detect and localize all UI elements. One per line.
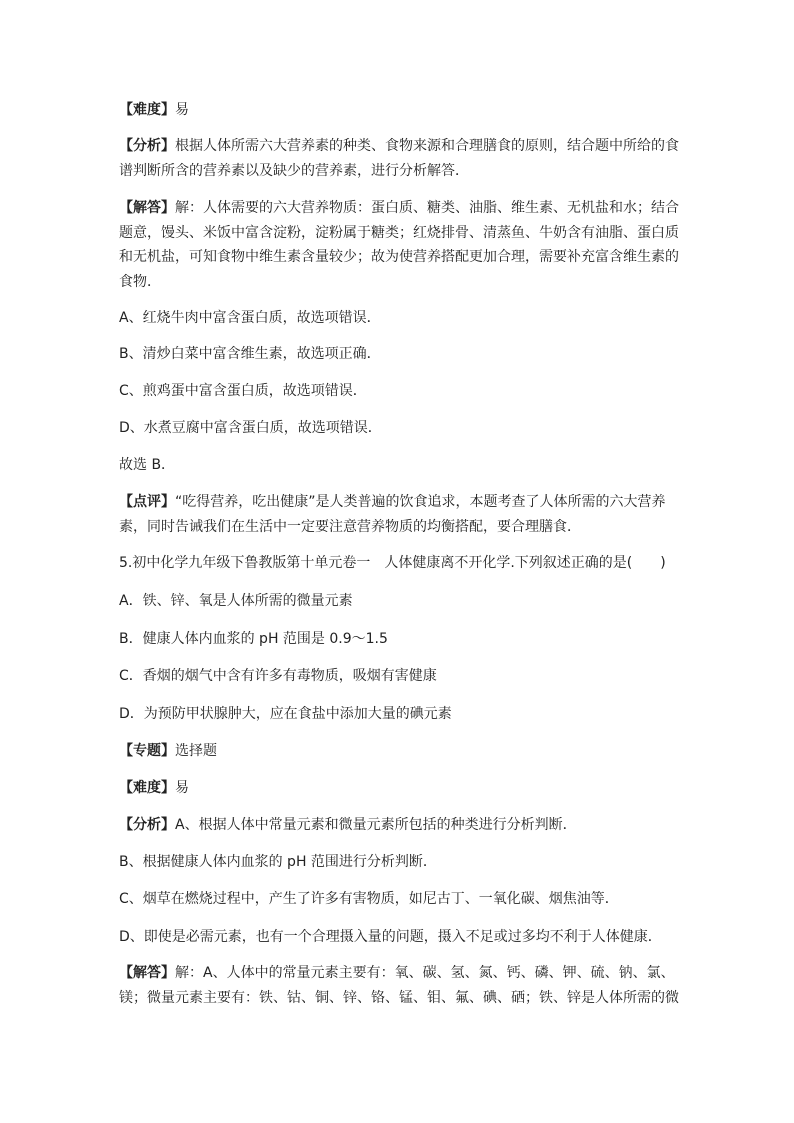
block-text: A、红烧牛肉中富含蛋白质，故选项错误．	[119, 310, 381, 326]
block-label: 【专题】	[119, 743, 175, 759]
solution-paragraph-2	[119, 961, 679, 1010]
block-text: 解：A、人体中的常量元素主要有：氧、碳、氢、氮、钙、磷、钾、硫、钠、氯、镁；微量元素主要有：铁、钴、铜、锌、铬、锰、钼、氟、碘、硒；铁、锌是人体所需的微	[119, 965, 679, 1006]
block-text: B、清炒白菜中富含维生素，故选项正确．	[119, 346, 381, 362]
question-option-d	[119, 702, 679, 727]
analysis-line-c	[119, 887, 679, 912]
analysis-paragraph	[119, 134, 679, 183]
block-text: D、水煮豆腐中富含蛋白质，故选项错误．	[119, 420, 382, 436]
answer-line	[119, 453, 679, 478]
comment-paragraph	[119, 490, 679, 539]
block-text: C．香烟的烟气中含有许多有毒物质，吸烟有害健康	[119, 668, 437, 684]
block-text: 故选 B．	[119, 457, 176, 473]
block-text: 根据人体所需六大营养素的种类、食物来源和合理膳食的原则，结合题中所给的食谱判断所含的营养素以及缺少的营养素，进行分析解答．	[119, 138, 679, 179]
topic-line	[119, 739, 679, 764]
block-text: B．健康人体内血浆的 pH 范围是 0.9～1.5	[119, 631, 388, 647]
block-text: D、即使是必需元素，也有一个合理摄入量的问题，摄入不足或过多均不利于人体健康．	[119, 929, 662, 945]
block-text: C、煎鸡蛋中富含蛋白质，故选项错误．	[119, 383, 367, 399]
block-text: A．铁、锌、氧是人体所需的微量元素	[119, 593, 353, 609]
difficulty-line-2	[119, 776, 679, 801]
block-label: 【解答】	[119, 965, 175, 981]
block-label: 【分析】	[119, 138, 175, 154]
block-label: 【解答】	[119, 200, 175, 216]
block-label: 【点评】	[119, 494, 175, 510]
option-b-explanation	[119, 342, 679, 367]
question-option-a	[119, 589, 679, 614]
block-text: 解：人体需要的六大营养物质：蛋白质、糖类、油脂、维生素、无机盐和水；结合题意，馒头、米饭中富含淀粉，淀粉属于糖类；红烧排骨、清蒸鱼、牛奶含有油脂、蛋白质和无机盐，可知食物中维生素含量较少；故为使营养搭配更加合理，需要补充富含维生素的食物．	[119, 200, 679, 290]
block-text: 易	[175, 780, 189, 796]
block-text: B、根据健康人体内血浆的 pH 范围进行分析判断．	[119, 854, 437, 870]
block-text: 选择题	[175, 743, 217, 759]
analysis-line-d	[119, 925, 679, 950]
analysis-line-a	[119, 813, 679, 838]
block-label: 【分析】	[119, 817, 175, 833]
block-text: 5.初中化学九年级下鲁教版第十单元卷一 人体健康离不开化学.下列叙述正确的是( )	[119, 555, 666, 571]
block-text: “吃得营养，吃出健康”是人类普遍的饮食追求，本题考查了人体所需的六大营养素，同时告诫我们在生活中一定要注意营养物质的均衡搭配，要合理膳食．	[119, 494, 666, 535]
option-a-explanation	[119, 306, 679, 331]
question-stem	[119, 551, 679, 576]
block-text: 易	[175, 102, 189, 118]
solution-paragraph	[119, 196, 679, 294]
difficulty-line	[119, 98, 679, 123]
block-label: 【难度】	[119, 102, 175, 118]
analysis-line-b	[119, 850, 679, 875]
option-d-explanation	[119, 416, 679, 441]
question-option-b	[119, 627, 679, 652]
block-text: C、烟草在燃烧过程中，产生了许多有害物质，如尼古丁、一氧化碳、烟焦油等．	[119, 891, 619, 907]
question-option-c	[119, 664, 679, 689]
block-text: D．为预防甲状腺肿大，应在食盐中添加大量的碘元素	[119, 706, 452, 722]
block-label: 【难度】	[119, 780, 175, 796]
block-text: A、根据人体中常量元素和微量元素所包括的种类进行分析判断．	[175, 817, 577, 833]
option-c-explanation	[119, 379, 679, 404]
